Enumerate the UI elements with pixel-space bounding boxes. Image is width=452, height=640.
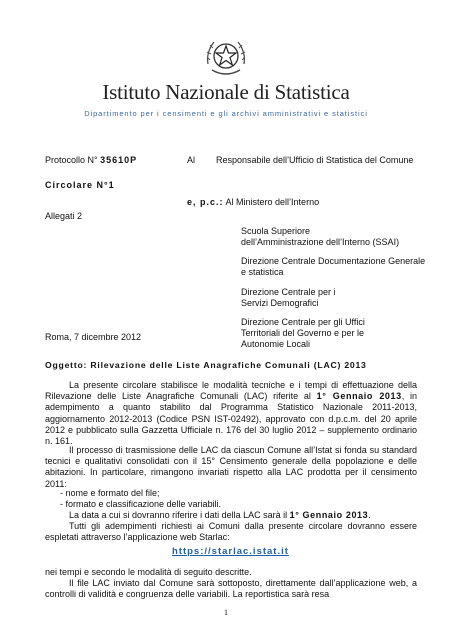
list-item: - nome e formato del file; <box>60 488 160 498</box>
paragraph-3 <box>69 510 371 521</box>
recipient-line: Servizi Demografici <box>241 298 319 308</box>
paragraph-text: Tutti gli adempimenti richiesti ai Comuni dalla presente circolare dovranno essere espletati attraverso l’applicazione web Starlac: <box>45 521 417 543</box>
place-date: Roma, 7 dicembre 2012 <box>45 332 142 342</box>
department-name: Dipartimento per i censimenti e gli archivi amministrativi e statistici <box>84 109 368 118</box>
institute-name: Istituto Nazionale di Statistica <box>102 80 350 104</box>
paragraph-1 <box>45 380 417 447</box>
recipient-ssai <box>241 226 399 248</box>
recipient-line: dell’Amministrazione dell’Interno (SSAI) <box>241 237 400 247</box>
paragraph-text: . <box>368 510 371 520</box>
recipient-documentazione <box>241 256 425 278</box>
protocol-line <box>45 155 137 166</box>
epc-line <box>187 197 319 208</box>
paragraph-text: Il file LAC inviato dal Comune sarà sottoposto, direttamente dall’applicazione web, a controlli di validità e congruenza delle variabili. La reportistica sarà resa <box>45 578 417 600</box>
al-label: Al <box>187 155 196 165</box>
protocol-label: Protocollo N° <box>45 155 98 165</box>
page-number: 1 <box>224 608 228 617</box>
recipient-servizi-demografici <box>241 287 336 309</box>
recipient-line: Direzione Centrale per i <box>241 287 336 297</box>
recipient-line: Direzione Centrale Documentazione Generale <box>241 256 426 266</box>
paragraph-text: , in adempimento a quanto stabilito dal Programma Statistico Nazionale 2011-2013, aggiornamento 2012-2013 (Codice PSN IST-02492), approvato con d.p.c.m. del 20 aprile 2012 e pubblicato sulla Gazzetta Ufficiale n. 176 del 30 luglio 2012 – supplemento ordinario n. 161. <box>45 391 418 447</box>
recipient-uffici-territoriali <box>241 317 365 350</box>
allegati: Allegati 2 <box>45 211 83 221</box>
epc-recipient: Al Ministero dell’Interno <box>225 197 320 207</box>
recipient-line: Direzione Centrale per gli Uffici <box>241 317 365 327</box>
paragraph-5: nei tempi e secondo le modalità di seguito descritte. <box>45 567 252 577</box>
paragraph-text: Il processo di trasmissione delle LAC da ciascun Comune all’Istat si fonda su standard tecnici e qualitativi consolidati con il 15° Censimento generale della popolazione e delle abitazioni. In particolare, rimangono invariati rispetto alla LAC prodotta per il censimento 2011: <box>45 445 417 489</box>
date-highlight: 1° Gennaio 2013 <box>289 510 369 520</box>
list-item: - formato e classificazione delle variabili. <box>60 499 222 509</box>
circolare-number: Circolare N°1 <box>45 180 115 190</box>
paragraph-text: La data a cui si dovranno riferire i dati della LAC sarà il <box>69 510 290 520</box>
protocol-number: 35610P <box>100 155 138 165</box>
recipient-line: e statistica <box>241 267 284 277</box>
paragraph-2 <box>45 445 417 490</box>
date-highlight: 1° Gennaio 2013 <box>316 391 402 402</box>
republic-emblem-icon <box>204 34 248 80</box>
al-recipient: Responsabile dell’Ufficio di Statistica del Comune <box>216 155 414 165</box>
subject-line: Oggetto: Rilevazione delle Liste Anagrafiche Comunali (LAC) 2013 <box>45 360 367 370</box>
paragraph-4 <box>45 521 417 543</box>
paragraph-text: La presente circolare stabilisce le modalità tecniche e i tempi di effettuazione della Rilevazione delle Liste Anagrafiche Comunali (LAC) riferite al <box>45 380 417 402</box>
starlac-link[interactable]: https://starlac.istat.it <box>172 546 289 557</box>
recipient-line: Scuola Superiore <box>241 226 311 236</box>
recipient-line: Autonomie Locali <box>241 339 311 349</box>
recipient-line: Territoriali del Governo e per le <box>241 328 365 338</box>
paragraph-6 <box>45 578 417 600</box>
epc-label: e, p.c.: <box>187 197 224 207</box>
